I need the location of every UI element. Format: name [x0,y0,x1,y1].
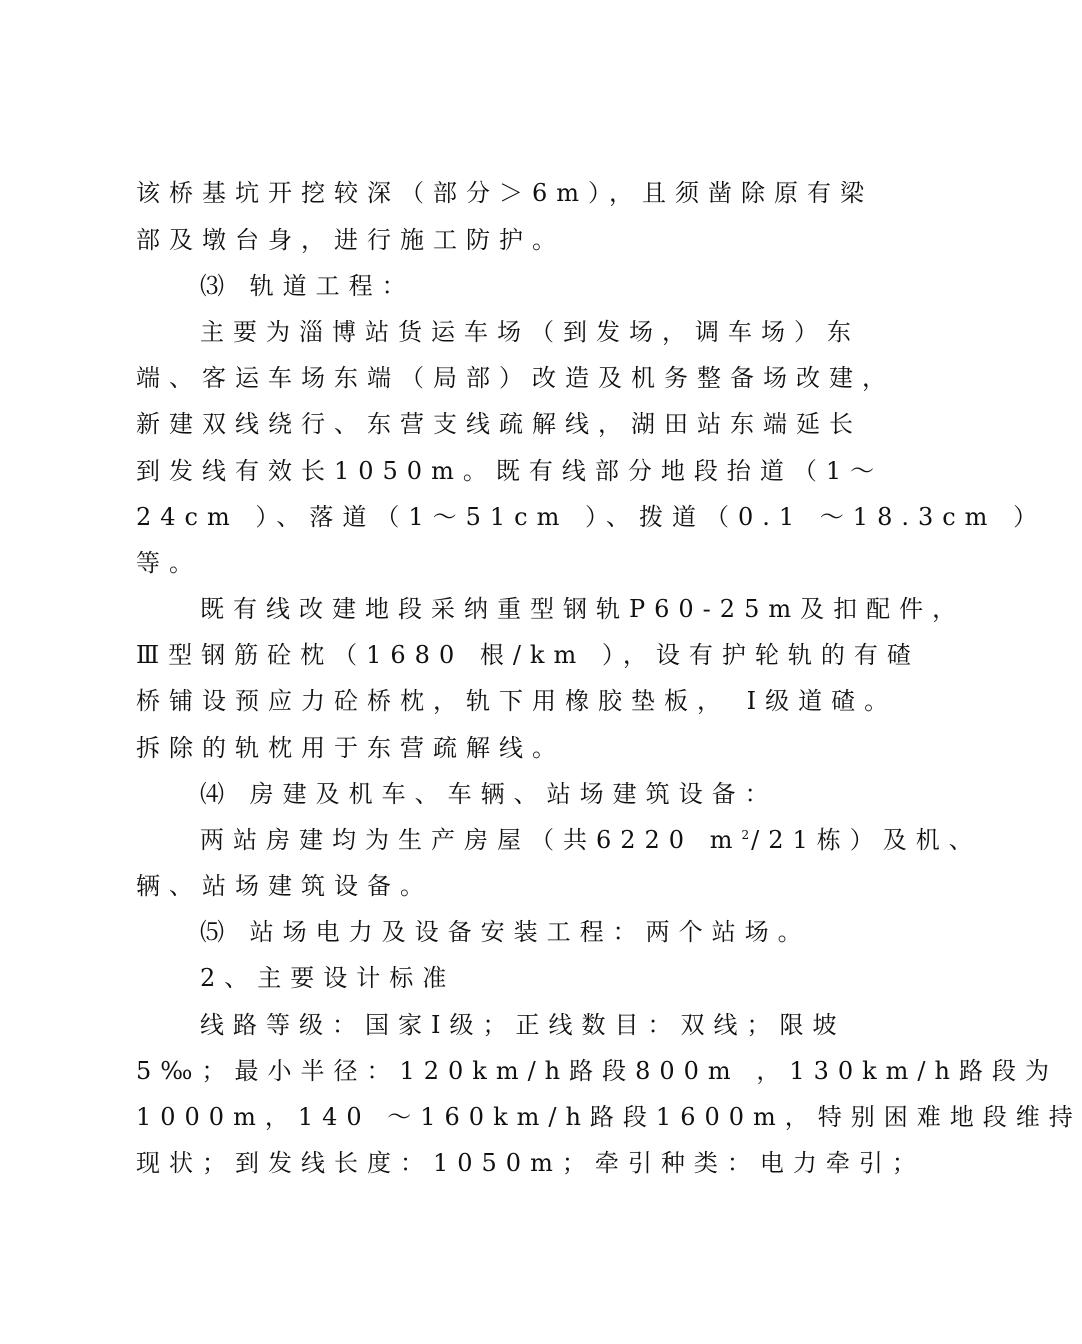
text-line-16: 辆、站场建筑设备。 [136,872,433,900]
text-line-19: 线路等级：国家Ⅰ级；正线数目：双线；限坡 [200,1011,846,1039]
text-line-20: 5‰；最小半径：120km/h路段800m ，130km/h路段为 [136,1057,1058,1085]
section-heading-track: ⑶ 轨道工程： [200,272,415,300]
text-line-5: 端、客运车场东端（局部）改造及机务整备场改建， [136,364,895,392]
text-line-1: 该桥基坑开挖较深（部分＞6m），且须凿除原有梁 [136,179,874,207]
text-line-15 [200,825,982,855]
superscript-2: 2 [741,828,752,842]
text-line-21: 1000m，140 ～160km/h路段1600m，特别困难地段维持 [136,1103,1082,1131]
section-heading-power: ⑸ 站场电力及设备安装工程：两个站场。 [200,918,811,946]
text-line-11: Ⅲ型钢筋砼枕（1680 根/km ），设有护轮轨的有碴 [136,641,920,669]
text-line-7: 到发线有效长1050m。既有线部分地段抬道（1～ [136,457,884,485]
text-line-15-a: 两站房建均为生产房屋（共6220 m [200,826,742,854]
text-line-2: 部及墩台身，进行施工防护。 [136,226,565,254]
section-heading-buildings: ⑷ 房建及机车、车辆、站场建筑设备： [200,780,778,808]
text-line-13: 拆除的轨枕用于东营疏解线。 [136,734,565,762]
text-line-4: 主要为淄博站货运车场（到发场，调车场）东 [200,318,860,346]
text-line-6: 新建双线绕行、东营支线疏解线，湖田站东端延长 [136,410,862,438]
text-line-9: 等。 [136,549,202,577]
text-line-10: 既有线改建地段采纳重型钢轨P60-25m及扣配件， [200,595,966,623]
section-heading-design-standards: 2、主要设计标准 [200,964,456,992]
text-line-8: 24cm ）、落道（1～51cm ）、拨道（0.1 ～18.3cm ） [136,503,1047,531]
text-line-15-b: /21栋）及机、 [751,826,982,854]
text-line-12: 桥铺设预应力砼桥枕，轨下用橡胶垫板， Ⅰ级道碴。 [136,687,898,715]
text-line-22: 现状；到发线长度：1050m；牵引种类：电力牵引； [136,1149,925,1177]
